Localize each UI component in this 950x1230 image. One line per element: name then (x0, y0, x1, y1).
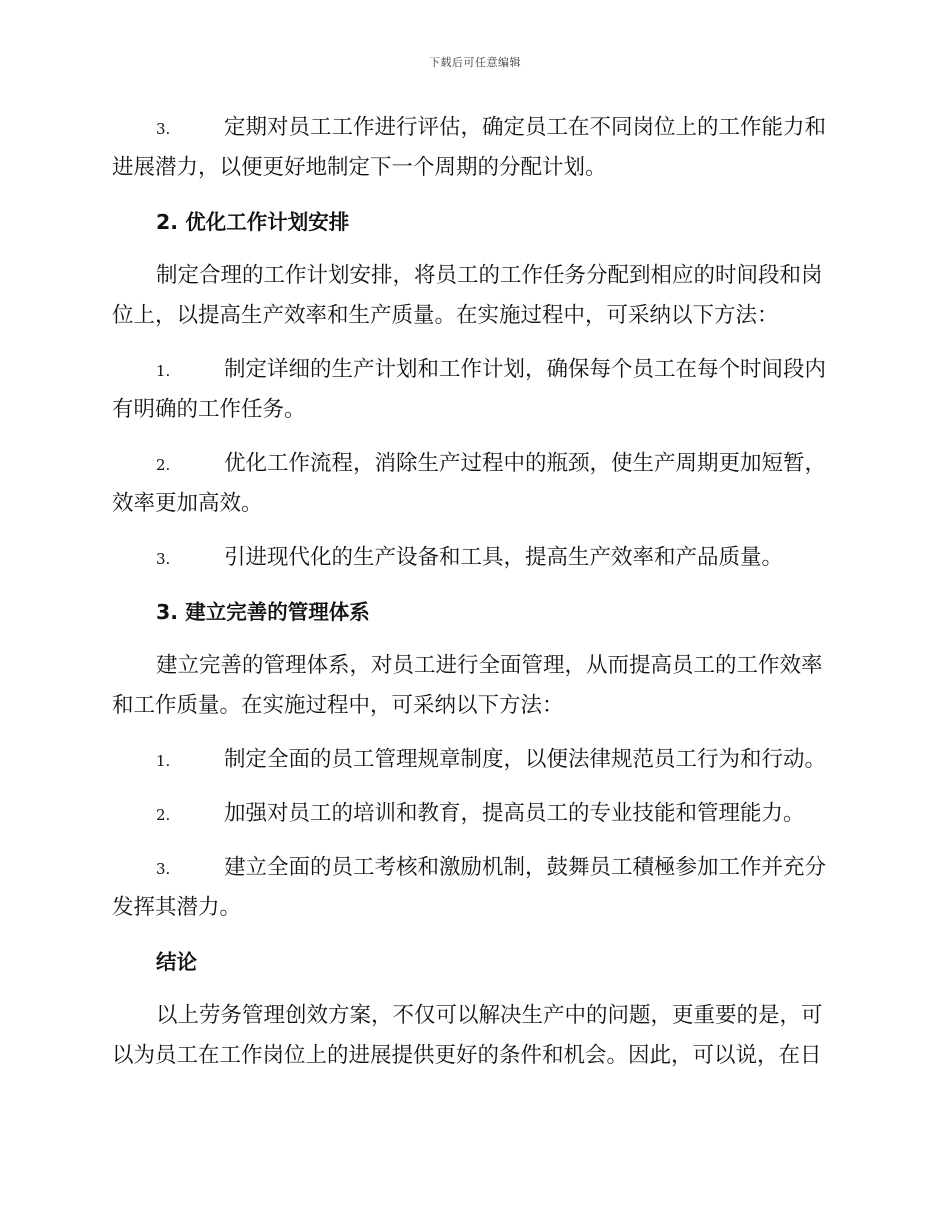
list-item (112, 794, 840, 834)
paragraph (112, 996, 840, 1076)
paragraph-line: 以为员工在工作岗位上的进展提供更好的条件和机会。因此，可以说，在日 (112, 1043, 822, 1068)
list-number: 3. (156, 120, 171, 138)
document-body (112, 108, 840, 1090)
paragraph-line: 制定合理的工作计划安排，将员工的工作任务分配到相应的时间段和岗 (156, 263, 823, 288)
list-text-line: 定期对员工工作进行评估，确定员工在不同岗位上的工作能力和 (224, 115, 827, 140)
list-number: 1. (156, 752, 171, 770)
list-item (112, 108, 840, 188)
list-text-line: 建立全面的员工考核和激励机制，鼓舞员工積極参加工作并充分 (224, 855, 827, 880)
paragraph-line: 以上劳务管理创效方案，不仅可以解决生产中的问题，更重要的是，可 (156, 1003, 823, 1028)
list-text-line: 制定全面的员工管理规章制度，以便法律规范员工行为和行动。 (224, 747, 827, 772)
list-text-line: 制定详细的生产计划和工作计划，确保每个员工在每个时间段内 (224, 357, 827, 382)
paragraph-line: 位上，以提高生产效率和生产质量。在实施过程中，可采纳以下方法： (112, 303, 779, 328)
list-text-line: 加强对员工的培训和教育，提高员工的专业技能和管理能力。 (224, 801, 805, 826)
paragraph-line: 建立完善的管理体系，对员工进行全面管理，从而提高员工的工作效率 (156, 653, 823, 678)
list-number: 2. (156, 456, 171, 474)
paragraph (112, 646, 840, 726)
list-item (112, 350, 840, 430)
list-item (112, 740, 840, 780)
list-number: 1. (156, 362, 171, 380)
list-text-line: 发挥其潜力。 (112, 895, 242, 920)
list-text-line: 引进现代化的生产设备和工具，提高生产效率和产品质量。 (224, 545, 784, 570)
paragraph-line: 和工作质量。在实施过程中，可采纳以下方法： (112, 693, 564, 718)
paragraph (112, 256, 840, 336)
list-text-line: 效率更加高效。 (112, 491, 263, 516)
list-number: 3. (156, 860, 171, 878)
list-item (112, 848, 840, 928)
list-item (112, 444, 840, 524)
list-item (112, 538, 840, 578)
list-number: 2. (156, 806, 171, 824)
page-header: 下载后可任意编辑 (429, 56, 521, 69)
section-heading: 结论 (156, 950, 197, 974)
list-text-line: 优化工作流程，消除生产过程中的瓶颈，使生产周期更加短暂， (224, 451, 827, 476)
list-text-line: 有明确的工作任务。 (112, 397, 306, 422)
section-heading: 3. 建立完善的管理体系 (156, 600, 370, 624)
section-heading: 2. 优化工作计划安排 (156, 210, 350, 234)
list-text-line: 进展潜力，以便更好地制定下一个周期的分配计划。 (112, 155, 607, 180)
list-number: 3. (156, 550, 171, 568)
